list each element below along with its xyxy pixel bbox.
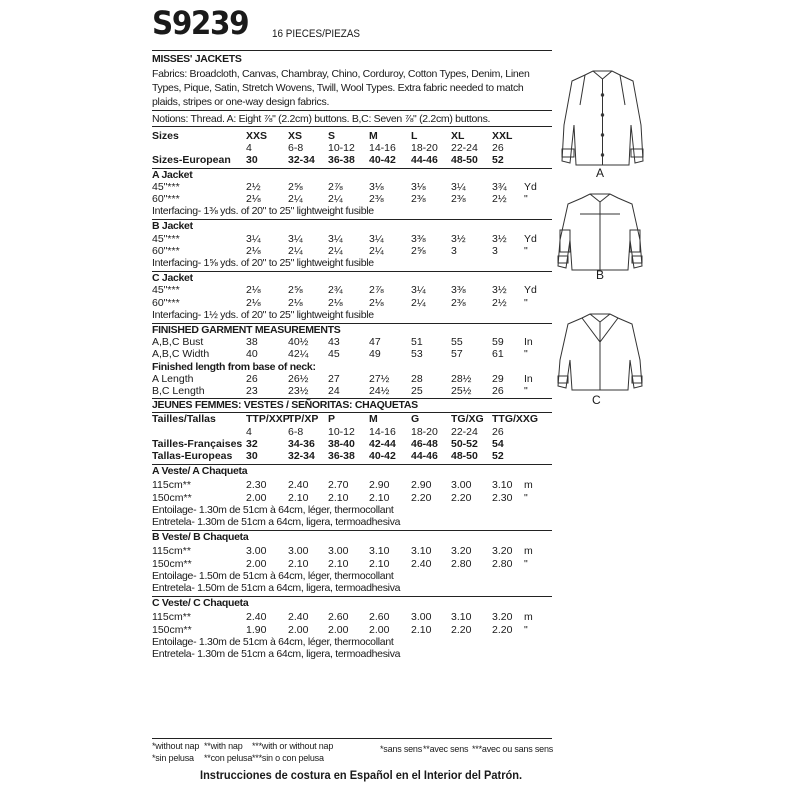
cell-value: M — [369, 413, 378, 426]
european-size-row — [152, 450, 552, 462]
measurement-row — [152, 336, 552, 348]
jacket-c-illustration — [550, 310, 650, 395]
cell-value: 2.20 — [451, 491, 472, 504]
row-label: 45"*** — [152, 180, 180, 193]
cell-value: 46-48 — [411, 437, 438, 450]
cell-value: S — [328, 130, 336, 142]
cell-value: 32-34 — [288, 154, 315, 167]
cell-value: 2½ — [492, 193, 507, 205]
footnote-fr-3: ***avec ou sans sens — [472, 744, 554, 754]
cell-value: 30 — [246, 450, 258, 462]
title: MISSES' JACKETS — [152, 53, 242, 65]
footnote-fr-2: **avec sens — [423, 744, 469, 754]
rule — [152, 110, 552, 111]
cell-value: 3¼ — [451, 180, 466, 193]
cell-value: 10-12 — [328, 142, 355, 155]
cell-value: 14-16 — [369, 425, 396, 438]
cell-value: 2.10 — [411, 623, 432, 636]
cell-value: 3.00 — [246, 545, 267, 558]
cell-value: 2⅜ — [451, 296, 466, 309]
cell-value: 34-36 — [288, 437, 315, 450]
cell-value: 26 — [492, 425, 504, 438]
footnote-es-2: **con pelusa — [204, 753, 253, 763]
cell-value: 2¼ — [411, 296, 426, 309]
cell-value: 43 — [328, 336, 340, 349]
fabrics-line-1: Fabrics: Broadcloth, Canvas, Chambray, Chino, Corduroy, Cotton Types, Denim, Linen — [152, 68, 530, 80]
yardage-row — [152, 233, 552, 245]
cell-value: 2⅞ — [328, 180, 343, 193]
unit: In — [524, 372, 533, 385]
metric-row — [152, 479, 552, 491]
cell-value: 57 — [451, 348, 463, 361]
tailles-header-row — [152, 413, 552, 425]
yardage-row — [152, 193, 552, 205]
cell-value: 2.60 — [328, 611, 349, 624]
cell-value: 29 — [492, 372, 504, 385]
cell-value: 2.20 — [492, 623, 513, 636]
cell-value: 2¼ — [369, 244, 384, 257]
view-title: A Veste/ A Chaqueta — [152, 465, 248, 478]
cell-value: 3⅛ — [369, 180, 384, 193]
size-number-row — [152, 142, 552, 154]
interfacing-note: Interfacing- 1½ yds. of 20" to 25" lightweight fusible — [152, 308, 374, 321]
row-label: Tailles-Françaises — [152, 437, 243, 450]
cell-value: 2.40 — [288, 479, 309, 492]
cell-value: 2.00 — [246, 491, 267, 504]
cell-value: 61 — [492, 348, 504, 361]
view-title: B Veste/ B Chaqueta — [152, 531, 249, 544]
cell-value: 2.80 — [451, 557, 472, 570]
row-label: Tallas-Europeas — [152, 450, 233, 462]
footnote-es-1: *sin pelusa — [152, 753, 194, 763]
cell-value: 2½ — [492, 296, 507, 309]
cell-value: 3⅜ — [411, 232, 426, 245]
cell-value: 3.00 — [288, 545, 309, 558]
cell-value: 3 — [492, 244, 498, 257]
cell-value: 28½ — [451, 372, 472, 385]
cell-value: 3¼ — [369, 232, 384, 245]
yardage-row — [152, 245, 552, 257]
cell-value: 49 — [369, 348, 381, 361]
cell-value: 2.10 — [288, 557, 309, 570]
cell-value: 26 — [492, 385, 504, 397]
cell-value: G — [411, 413, 420, 426]
cell-value: 42-44 — [369, 437, 396, 450]
pattern-number: S9239 — [152, 4, 249, 42]
unit: m — [524, 611, 533, 624]
cell-value: 48-50 — [451, 450, 478, 462]
cell-value: 25 — [411, 385, 423, 397]
view-title: A Jacket — [152, 168, 193, 181]
measurement-row — [152, 348, 552, 360]
row-label: 150cm** — [152, 557, 192, 570]
fabrics-line-3: plaids, stripes or one-way design fabrics. — [152, 96, 330, 108]
cell-value: 2.30 — [246, 479, 267, 492]
figure-label-c: C — [592, 393, 601, 407]
cell-value: 3½ — [492, 232, 507, 245]
cell-value: 6-8 — [288, 425, 304, 438]
cell-value: 3¼ — [411, 284, 426, 297]
view-title: C Veste/ C Chaqueta — [152, 597, 249, 610]
row-label: 60"*** — [152, 193, 180, 205]
size-number-row — [152, 426, 552, 438]
cell-value: 27 — [328, 372, 340, 385]
unit: " — [524, 491, 528, 504]
cell-value: 10-12 — [328, 425, 355, 438]
cell-value: 47 — [369, 336, 381, 349]
metric-row — [152, 624, 552, 636]
cell-value: 53 — [411, 348, 423, 361]
cell-value: XXS — [246, 130, 268, 142]
cell-value: 2⅛ — [246, 193, 261, 205]
cell-value: 26 — [492, 142, 504, 155]
footnote-en-1: *without nap — [152, 741, 200, 751]
cell-value: 3.00 — [411, 611, 432, 624]
metric-row — [152, 545, 552, 557]
unit: " — [524, 348, 528, 361]
footnote-en-3: ***with or without nap — [252, 741, 334, 751]
pieces-count: 16 PIECES/PIEZAS — [272, 28, 361, 40]
cell-value: 44-46 — [411, 154, 438, 167]
cell-value: 54 — [492, 437, 504, 450]
cell-value: 2⅛ — [246, 296, 261, 309]
cell-value: 2⅞ — [369, 284, 384, 297]
row-label: Sizes-European — [152, 154, 231, 167]
yardage-row — [152, 181, 552, 193]
footnote-en-2: **with nap — [204, 741, 243, 751]
footnote-es-3: ***sin o con pelusa — [252, 753, 324, 763]
cell-value: 25½ — [451, 385, 472, 397]
footnote-fr-1: *sans sens — [380, 744, 423, 754]
unit: m — [524, 545, 533, 558]
cell-value: 27½ — [369, 372, 390, 385]
cell-value: 6-8 — [288, 142, 304, 155]
length-row — [152, 373, 552, 385]
row-label: A,B,C Width — [152, 348, 210, 361]
cell-value: P — [328, 413, 336, 426]
cell-value: 36-38 — [328, 154, 355, 167]
unit: " — [524, 193, 528, 205]
cell-value: 22-24 — [451, 142, 478, 155]
jacket-b-illustration — [550, 190, 650, 275]
unit: " — [524, 385, 528, 397]
cell-value: 2⅜ — [411, 193, 426, 205]
header-rule — [152, 50, 552, 51]
view-title: C Jacket — [152, 272, 193, 285]
cell-value: 51 — [411, 336, 423, 349]
cell-value: 18-20 — [411, 142, 438, 155]
cell-value: 3⅜ — [451, 284, 466, 297]
cell-value: 2⅛ — [369, 296, 384, 309]
unit: " — [524, 557, 528, 570]
cell-value: 3.10 — [492, 479, 513, 492]
row-label: A,B,C Bust — [152, 336, 204, 349]
row-label: 150cm** — [152, 491, 192, 504]
row-label: 115cm** — [152, 545, 191, 558]
cell-value: 50-52 — [451, 437, 478, 450]
cell-value: 2⅝ — [411, 244, 426, 257]
row-label: B,C Length — [152, 385, 205, 397]
cell-value: 2.40 — [411, 557, 432, 570]
notions: Notions: Thread. A: Eight ⅞" (2.2cm) buttons. B,C: Seven ⅞" (2.2cm) buttons. — [152, 113, 491, 125]
row-label: 60"*** — [152, 296, 180, 309]
unit: In — [524, 336, 533, 349]
cell-value: 2.20 — [411, 491, 432, 504]
european-size-row — [152, 154, 552, 166]
cell-value: 3¼ — [328, 232, 343, 245]
entretela-note: Entretela- 1.30m de 51cm a 64cm, ligera, termoadhesiva — [152, 516, 401, 528]
cell-value: 40-42 — [369, 154, 396, 167]
cell-value: 2.40 — [288, 611, 309, 624]
cell-value: 26½ — [288, 372, 309, 385]
cell-value: 2.20 — [451, 623, 472, 636]
cell-value: 28 — [411, 372, 423, 385]
rule — [152, 271, 552, 272]
cell-value: 42¼ — [288, 348, 309, 361]
entoilage-note: Entoilage- 1.30m de 51cm à 64cm, léger, thermocollant — [152, 503, 394, 516]
cell-value: 24½ — [369, 385, 390, 397]
unit: Yd — [524, 180, 537, 193]
rule — [152, 126, 552, 127]
cell-value: 3.20 — [492, 545, 513, 558]
row-label: A Length — [152, 372, 194, 385]
cell-value: 2.10 — [369, 557, 390, 570]
row-label: Sizes — [152, 130, 179, 142]
cell-value: 3¼ — [288, 232, 303, 245]
cell-value: 3¼ — [246, 232, 261, 245]
cell-value: 2.40 — [246, 611, 267, 624]
cell-value: TG/XG — [451, 413, 484, 426]
unit: " — [524, 244, 528, 257]
cell-value: 23½ — [288, 385, 309, 397]
cell-value: 36-38 — [328, 450, 355, 462]
cell-value: 22-24 — [451, 425, 478, 438]
spanish-instructions-note: Instrucciones de costura en Español en el Interior del Patrón. — [200, 768, 523, 782]
cell-value: 2⅝ — [288, 180, 303, 193]
french-size-row — [152, 438, 552, 450]
cell-value: 2⅛ — [246, 284, 261, 297]
rule — [152, 219, 552, 220]
cell-value: 3.20 — [492, 611, 513, 624]
cell-value: 2¾ — [328, 284, 343, 297]
unit: " — [524, 623, 528, 636]
row-label: 115cm** — [152, 479, 191, 492]
cell-value: 4 — [246, 425, 252, 438]
view-title: B Jacket — [152, 220, 193, 233]
row-label: 150cm** — [152, 623, 192, 636]
cell-value: 48-50 — [451, 154, 478, 167]
entoilage-note: Entoilage- 1.30m de 51cm à 64cm, léger, thermocollant — [152, 635, 394, 648]
yardage-row — [152, 297, 552, 309]
cell-value: 2¼ — [328, 244, 343, 257]
cell-value: 2⅛ — [288, 296, 303, 309]
cell-value: 2⅜ — [369, 193, 384, 205]
cell-value: 44-46 — [411, 450, 438, 462]
cell-value: 4 — [246, 142, 252, 155]
cell-value: 14-16 — [369, 142, 396, 155]
cell-value: L — [411, 130, 418, 142]
interfacing-note: Interfacing- 1⅜ yds. of 20" to 25" lightweight fusible — [152, 205, 374, 218]
cell-value: 32 — [246, 437, 258, 450]
cell-value: 55 — [451, 336, 463, 349]
cell-value: 23 — [246, 385, 258, 397]
metric-row — [152, 492, 552, 504]
unit: m — [524, 479, 533, 492]
cell-value: 2¼ — [288, 244, 303, 257]
cell-value: 38-40 — [328, 437, 355, 450]
cell-value: 2⅝ — [288, 284, 303, 297]
cell-value: 2.30 — [492, 491, 513, 504]
cell-value: 2.80 — [492, 557, 513, 570]
cell-value: 32-34 — [288, 450, 315, 462]
length-row — [152, 385, 552, 397]
cell-value: XL — [451, 130, 465, 142]
cell-value: 2½ — [246, 180, 261, 193]
figure-label-a: A — [596, 166, 605, 180]
cell-value: 3.10 — [411, 545, 432, 558]
cell-value: 3 — [451, 244, 457, 257]
unit: Yd — [524, 284, 537, 297]
cell-value: 2.10 — [328, 491, 349, 504]
row-label: Tailles/Tallas — [152, 413, 216, 426]
cell-value: 38 — [246, 336, 258, 349]
cell-value: 59 — [492, 336, 504, 349]
cell-value: 2⅛ — [246, 244, 261, 257]
cell-value: TTG/XXG — [492, 413, 539, 426]
metric-title: JEUNES FEMMES: VESTES / SEÑORITAS: CHAQUETAS — [152, 399, 418, 412]
unit: " — [524, 296, 528, 309]
cell-value: 2.90 — [411, 479, 432, 492]
cell-value: 2.00 — [288, 623, 309, 636]
cell-value: 18-20 — [411, 425, 438, 438]
cell-value: 45 — [328, 348, 340, 361]
cell-value: 3.00 — [451, 479, 472, 492]
cell-value: M — [369, 130, 378, 142]
cell-value: 26 — [246, 372, 258, 385]
finished-measurements-title: FINISHED GARMENT MEASUREMENTS — [152, 324, 341, 336]
cell-value: 24 — [328, 385, 340, 397]
unit: Yd — [524, 232, 537, 245]
row-label: 45"*** — [152, 232, 180, 245]
metric-row — [152, 558, 552, 570]
cell-value: 3.10 — [451, 611, 472, 624]
cell-value: 30 — [246, 154, 258, 167]
rule — [152, 738, 552, 739]
cell-value: TTP/XXP — [246, 413, 290, 426]
cell-value: 40 — [246, 348, 258, 361]
row-label: 45"*** — [152, 284, 180, 297]
length-note: Finished length from base of neck: — [152, 360, 316, 373]
cell-value: 2⅜ — [451, 193, 466, 205]
row-label: 60"*** — [152, 244, 180, 257]
entretela-note: Entretela- 1.30m de 51cm a 64cm, ligera, termoadhesiva — [152, 648, 401, 660]
cell-value: 3½ — [451, 232, 466, 245]
cell-value: 1.90 — [246, 623, 267, 636]
cell-value: 2.70 — [328, 479, 349, 492]
cell-value: 3⅛ — [411, 180, 426, 193]
cell-value: TP/XP — [288, 413, 319, 426]
cell-value: 52 — [492, 450, 504, 462]
cell-value: 52 — [492, 154, 504, 167]
cell-value: 3½ — [492, 284, 507, 297]
cell-value: 2.10 — [288, 491, 309, 504]
jacket-a-illustration — [555, 65, 650, 175]
cell-value: 2.60 — [369, 611, 390, 624]
metric-row — [152, 611, 552, 623]
cell-value: 40-42 — [369, 450, 396, 462]
row-label: 115cm** — [152, 611, 191, 624]
cell-value: 3¾ — [492, 180, 507, 193]
cell-value: 2.00 — [246, 557, 267, 570]
fabrics-line-2: Types, Pique, Satin, Stretch Wovens, Twill, Wool Types. Extra fabric needed to match — [152, 82, 524, 94]
cell-value: 2.10 — [328, 557, 349, 570]
sizes-header-row — [152, 130, 552, 142]
entretela-note: Entretela- 1.50m de 51cm a 64cm, ligera, termoadhesiva — [152, 582, 401, 594]
cell-value: 2.90 — [369, 479, 390, 492]
cell-value: 3.20 — [451, 545, 472, 558]
cell-value: 2⅛ — [328, 296, 343, 309]
cell-value: 2.10 — [369, 491, 390, 504]
cell-value: 2¼ — [288, 193, 303, 205]
yardage-row — [152, 284, 552, 296]
rule — [152, 168, 552, 169]
interfacing-note: Interfacing- 1⅝ yds. of 20" to 25" lightweight fusible — [152, 257, 374, 269]
cell-value: 40½ — [288, 336, 309, 349]
cell-value: 2.00 — [328, 623, 349, 636]
cell-value: 2.00 — [369, 623, 390, 636]
cell-value: 3.00 — [328, 545, 349, 558]
cell-value: 3.10 — [369, 545, 390, 558]
cell-value: XXL — [492, 130, 513, 142]
figure-label-b: B — [596, 268, 605, 282]
cell-value: XS — [288, 130, 303, 142]
cell-value: 2¼ — [328, 193, 343, 205]
entoilage-note: Entoilage- 1.50m de 51cm à 64cm, léger, thermocollant — [152, 569, 394, 582]
